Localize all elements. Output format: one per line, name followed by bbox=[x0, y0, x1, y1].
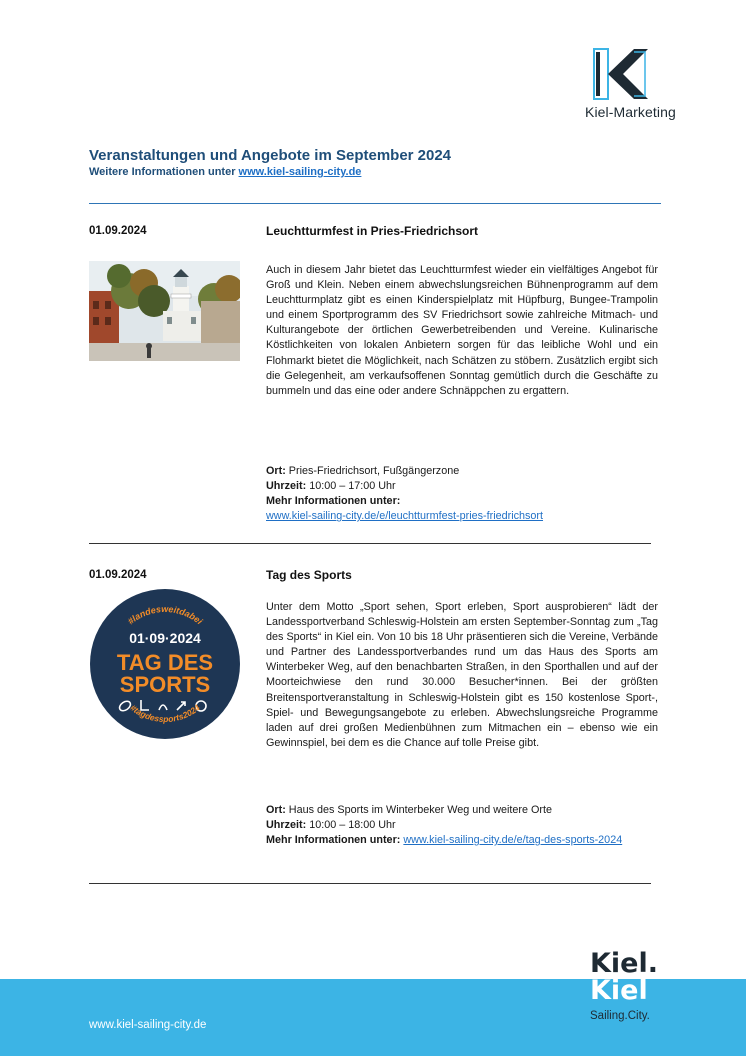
event-info-link[interactable]: www.kiel-sailing-city.de/e/tag-des-sports-2024 bbox=[403, 834, 623, 847]
time-label: Uhrzeit: bbox=[266, 819, 307, 832]
kiel-logo-line1: Kiel. bbox=[590, 948, 659, 979]
event-description: Unter dem Motto „Sport sehen, Sport erleben, Sport ausprobieren“ lädt der Landessportverband Schleswig-Holstein am ersten September-Sonntag zum „Tag des Sports“ in Kiel ein. Von 10 bis 18 Uhr präsentieren sich die Vereine, Verbände und Partner des Landessportverbandes rund um das Haus des Sports am Winterbeker Weg, auf den benachbarten Straßen, in den Sporthallen und auf der Moorteichwiese den rund 30.000 Besucher*innen. Bei der größten Breitensportveranstaltung in Schleswig-Holstein gibt es 150 kostenlose Sport-, Spiel- und Bewegungsangebote zu erleben. Abwechslungsreiche Programme laden auf drei großen Medienbühnen zum Mitmachen ein – ebenso wie ein Gewinnspiel, bei dem es die Chance auf tolle Preise gibt. bbox=[266, 601, 658, 749]
event-time-row bbox=[266, 479, 658, 494]
event-location-row bbox=[266, 803, 658, 818]
event-separator bbox=[89, 543, 651, 544]
kiel-logo-line2: Kiel bbox=[590, 975, 648, 1006]
more-info-row bbox=[266, 833, 658, 848]
event-time-row bbox=[266, 818, 658, 833]
event-location: Haus des Sports im Winterbeker Weg und weitere Orte bbox=[288, 804, 553, 816]
event-separator bbox=[89, 883, 651, 884]
event-location-row bbox=[266, 464, 658, 479]
header-divider bbox=[89, 203, 661, 204]
kiel-sailing-city-logo bbox=[590, 950, 680, 1022]
kiel-marketing-logo bbox=[585, 48, 680, 120]
kiel-logo-tagline: Sailing.City. bbox=[590, 1010, 650, 1022]
km-logo-icon bbox=[593, 48, 649, 100]
time-label: Uhrzeit: bbox=[266, 480, 307, 493]
event-title: Leuchtturmfest in Pries-Friedrichsort bbox=[266, 224, 479, 238]
page-subtitle bbox=[89, 166, 361, 178]
event-time: 10:00 – 17:00 Uhr bbox=[309, 480, 396, 493]
badge-hashtag-top: #landesweitdabei bbox=[125, 603, 205, 627]
subtitle-prefix: Weitere Informationen unter bbox=[89, 166, 236, 178]
footer-url[interactable]: www.kiel-sailing-city.de bbox=[89, 1019, 207, 1031]
event-time: 10:00 – 18:00 Uhr bbox=[309, 819, 396, 832]
lighthouse-photo bbox=[89, 261, 240, 361]
event-title: Tag des Sports bbox=[266, 568, 352, 582]
event-date: 01.09.2024 bbox=[89, 225, 147, 237]
more-info-row bbox=[266, 494, 658, 509]
badge-hashtag-bottom: #tagdessports2024 bbox=[128, 702, 202, 725]
tag-des-sports-badge bbox=[89, 588, 241, 740]
logo-label: Kiel-Marketing bbox=[585, 104, 676, 120]
page-title: Veranstaltungen und Angebote im September 2024 bbox=[89, 147, 452, 164]
more-info-label: Mehr Informationen unter: bbox=[266, 834, 401, 847]
event-info-link[interactable]: www.kiel-sailing-city.de/e/leuchtturmfest-pries-friedrichsort bbox=[266, 510, 544, 523]
event-location: Pries-Friedrichsort, Fußgängerzone bbox=[288, 465, 460, 477]
badge-title-line1: TAG DES bbox=[116, 650, 214, 675]
event-details bbox=[266, 464, 658, 524]
badge-date: 01·09·2024 bbox=[129, 630, 201, 646]
location-label: Ort: bbox=[266, 804, 286, 816]
location-label: Ort: bbox=[266, 465, 286, 477]
more-info-label: Mehr Informationen unter: bbox=[266, 495, 401, 508]
website-link[interactable]: www.kiel-sailing-city.de bbox=[238, 166, 362, 178]
event-description: Auch in diesem Jahr bietet das Leuchtturmfest wieder ein vielfältiges Angebot für Groß und Klein. Neben einem abwechslungsreichen Bühnenprogramm auf dem Leuchtturmplatz gibt es einen Kinderspielplatz mit Hüpfburg, Bungee-Trampolin und einem Sportprogramm des SV Friedrichsort sowie zahlreiche Mitmach- und Kulturangebote der örtlichen Gewerbetreibenden und Vereine. Kulinarische Köstlichkeiten von lokalen Anbietern sorgen für das leibliche Wohl und ein Flohmarkt bietet die Möglichkeit, nach Schätzen zu stöbern. Zusätzlich ergibt sich die Gelegenheit, am verkaufsoffenen Sonntag gemütlich durch die Geschäfte zu bummeln und das eine oder andere Schnäppchen zu ergattern. bbox=[266, 264, 658, 397]
badge-title-line2: SPORTS bbox=[119, 672, 211, 697]
event-date: 01.09.2024 bbox=[89, 569, 147, 581]
event-details bbox=[266, 803, 658, 848]
